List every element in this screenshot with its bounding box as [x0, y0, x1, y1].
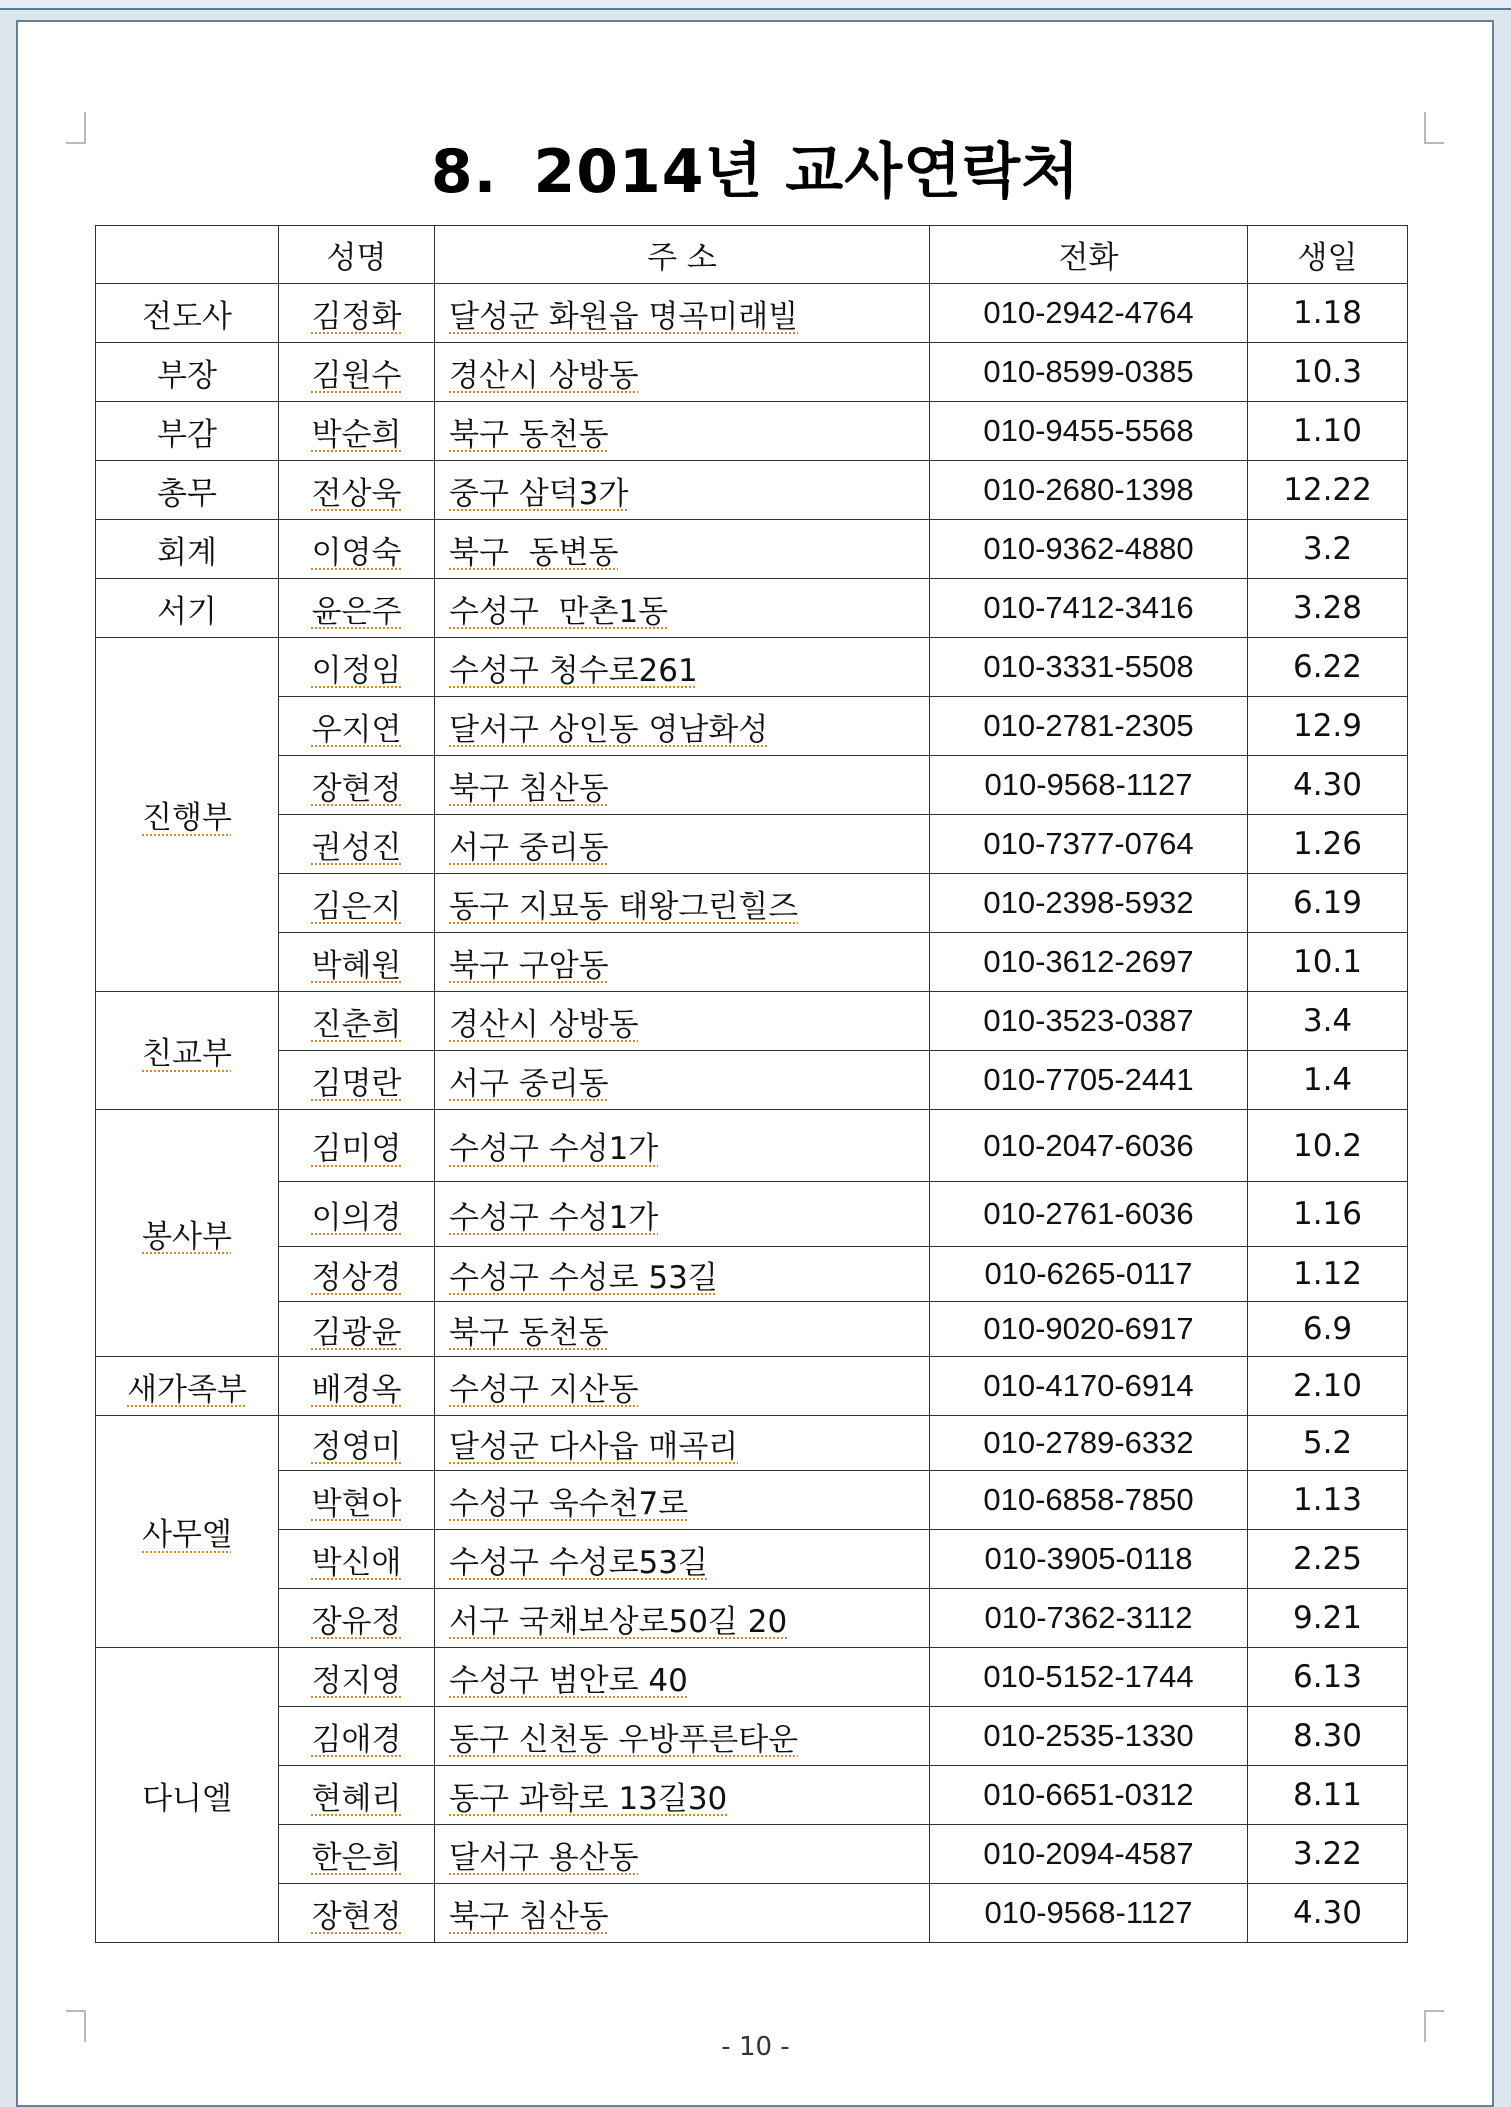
section-number: 8.	[430, 137, 498, 207]
phone-cell: 010-2535-1330	[930, 1707, 1248, 1766]
table-row	[96, 1357, 1408, 1416]
table-row	[96, 756, 1408, 815]
name-cell: 박혜원	[311, 947, 402, 984]
dept-cell: 사무엘	[142, 1517, 232, 1553]
birthday-cell: 12.22	[1248, 461, 1408, 520]
table-row	[96, 1884, 1408, 1943]
phone-cell: 010-8599-0385	[930, 343, 1248, 402]
address-cell: 경산시 상방동	[449, 1006, 639, 1043]
phone-cell: 010-2781-2305	[930, 697, 1248, 756]
birthday-cell: 4.30	[1248, 1884, 1408, 1943]
table-row	[96, 933, 1408, 992]
header-dept	[96, 226, 279, 284]
title-text: 2014년 교사연락처	[533, 137, 1081, 207]
name-cell: 권성진	[311, 829, 402, 866]
phone-cell: 010-6858-7850	[930, 1471, 1248, 1530]
birthday-cell: 4.30	[1248, 756, 1408, 815]
table-row	[96, 1247, 1408, 1302]
address-cell: 수성구 욱수천7로	[449, 1485, 689, 1522]
dept-cell: 총무	[96, 461, 279, 520]
address-cell: 달성군 다사읍 매곡리	[449, 1428, 739, 1465]
phone-cell: 010-7412-3416	[930, 579, 1248, 638]
table-row	[96, 1471, 1408, 1530]
table-row	[96, 284, 1408, 343]
name-cell: 장유정	[311, 1603, 402, 1640]
phone-cell: 010-5152-1744	[930, 1648, 1248, 1707]
table-row	[96, 579, 1408, 638]
address-cell: 서구 중리동	[449, 1065, 609, 1102]
birthday-cell: 2.25	[1248, 1530, 1408, 1589]
phone-cell: 010-6265-0117	[930, 1247, 1248, 1302]
phone-cell: 010-9568-1127	[930, 756, 1248, 815]
page-number: - 10 -	[721, 2032, 790, 2062]
birthday-cell: 6.19	[1248, 874, 1408, 933]
address-cell: 수성구 범안로 40	[449, 1662, 688, 1699]
table-row	[96, 1302, 1408, 1357]
address-cell: 달성군 화원읍 명곡미래빌	[449, 298, 799, 335]
phone-cell: 010-2942-4764	[930, 284, 1248, 343]
name-cell: 전상욱	[311, 475, 402, 512]
page-title	[0, 132, 1511, 212]
phone-cell: 010-2047-6036	[930, 1110, 1248, 1182]
table-row	[96, 874, 1408, 933]
name-cell: 장현정	[311, 770, 402, 807]
phone-cell: 010-7705-2441	[930, 1051, 1248, 1110]
birthday-cell: 1.10	[1248, 402, 1408, 461]
address-cell: 수성구 수성로53길	[449, 1544, 708, 1581]
table-row	[96, 1110, 1408, 1182]
name-cell: 김은지	[311, 888, 402, 925]
address-cell: 경산시 상방동	[449, 357, 639, 394]
address-cell: 달서구 상인동 영남화성	[449, 711, 769, 748]
dept-cell: 부감	[96, 402, 279, 461]
phone-cell: 010-2680-1398	[930, 461, 1248, 520]
birthday-cell: 5.2	[1248, 1416, 1408, 1471]
name-cell: 정영미	[311, 1428, 402, 1465]
birthday-cell: 1.26	[1248, 815, 1408, 874]
name-cell: 박현아	[311, 1485, 402, 1522]
table-row	[96, 402, 1408, 461]
phone-cell: 010-3905-0118	[930, 1530, 1248, 1589]
dept-cell: 봉사부	[142, 1218, 232, 1255]
address-cell: 달서구 용산동	[449, 1839, 639, 1876]
name-cell: 이의경	[311, 1199, 402, 1236]
birthday-cell: 6.22	[1248, 638, 1408, 697]
address-cell: 수성구 지산동	[449, 1371, 639, 1408]
table-row	[96, 992, 1408, 1051]
name-cell: 장현정	[311, 1898, 402, 1935]
dept-cell: 다니엘	[96, 1648, 279, 1943]
address-cell: 북구 동변동	[449, 534, 619, 571]
birthday-cell: 3.22	[1248, 1825, 1408, 1884]
name-cell: 김정화	[311, 298, 402, 335]
dept-cell: 부장	[96, 343, 279, 402]
table-row	[96, 1766, 1408, 1825]
phone-cell: 010-7377-0764	[930, 815, 1248, 874]
name-cell: 박순희	[311, 416, 402, 453]
name-cell: 김광윤	[311, 1314, 402, 1351]
phone-cell: 010-9020-6917	[930, 1302, 1248, 1357]
phone-cell: 010-9362-4880	[930, 520, 1248, 579]
dept-cell: 친교부	[142, 1036, 232, 1072]
contact-table	[95, 225, 1408, 1943]
phone-cell: 010-9455-5568	[930, 402, 1248, 461]
address-cell: 수성구 수성로 53길	[449, 1259, 718, 1296]
table-row	[96, 1707, 1408, 1766]
address-cell: 서구 국채보상로50길 20	[449, 1603, 788, 1640]
table-row	[96, 1825, 1408, 1884]
header-phone: 전화	[930, 226, 1248, 284]
birthday-cell: 12.9	[1248, 697, 1408, 756]
birthday-cell: 10.1	[1248, 933, 1408, 992]
address-cell: 수성구 수성1가	[449, 1199, 659, 1236]
birthday-cell: 1.18	[1248, 284, 1408, 343]
phone-cell: 010-4170-6914	[930, 1357, 1248, 1416]
table-row	[96, 1589, 1408, 1648]
name-cell: 배경옥	[311, 1371, 402, 1408]
name-cell: 박신애	[311, 1544, 402, 1581]
name-cell: 한은희	[311, 1839, 402, 1876]
address-cell: 수성구 청수로261	[449, 652, 698, 689]
phone-cell: 010-2398-5932	[930, 874, 1248, 933]
header-address: 주 소	[435, 226, 930, 284]
phone-cell: 010-3612-2697	[930, 933, 1248, 992]
phone-cell: 010-2789-6332	[930, 1416, 1248, 1471]
table-row	[96, 1051, 1408, 1110]
birthday-cell: 1.4	[1248, 1051, 1408, 1110]
header-birthday: 생일	[1248, 226, 1408, 284]
dept-cell: 전도사	[96, 284, 279, 343]
name-cell: 우지연	[311, 711, 402, 748]
name-cell: 이정임	[311, 652, 402, 689]
birthday-cell: 8.30	[1248, 1707, 1408, 1766]
dept-cell: 서기	[96, 579, 279, 638]
dept-cell: 진행부	[142, 800, 232, 836]
dept-cell: 새가족부	[127, 1371, 247, 1408]
birthday-cell: 6.13	[1248, 1648, 1408, 1707]
name-cell: 김미영	[311, 1131, 402, 1167]
birthday-cell: 3.2	[1248, 520, 1408, 579]
address-cell: 서구 중리동	[449, 829, 609, 866]
birthday-cell: 10.3	[1248, 343, 1408, 402]
table-row	[96, 461, 1408, 520]
dept-cell: 회계	[96, 520, 279, 579]
table-row	[96, 638, 1408, 697]
birthday-cell: 3.28	[1248, 579, 1408, 638]
phone-cell: 010-2761-6036	[930, 1182, 1248, 1247]
birthday-cell: 9.21	[1248, 1589, 1408, 1648]
table-row	[96, 1182, 1408, 1247]
birthday-cell: 6.9	[1248, 1302, 1408, 1357]
address-cell: 동구 과학로 13길30	[449, 1780, 728, 1817]
address-cell: 동구 신천동 우방푸른타운	[449, 1721, 799, 1758]
address-cell: 북구 침산동	[449, 1898, 609, 1935]
address-cell: 수성구 수성1가	[449, 1131, 659, 1167]
address-cell: 북구 침산동	[449, 770, 609, 807]
name-cell: 현혜리	[311, 1780, 402, 1817]
birthday-cell: 1.12	[1248, 1247, 1408, 1302]
phone-cell: 010-9568-1127	[930, 1884, 1248, 1943]
name-cell: 김원수	[311, 357, 402, 394]
table-row	[96, 520, 1408, 579]
address-cell: 북구 동천동	[449, 416, 609, 453]
table-row	[96, 815, 1408, 874]
birthday-cell: 2.10	[1248, 1357, 1408, 1416]
address-cell: 북구 구암동	[449, 947, 609, 984]
address-cell: 북구 동천동	[449, 1314, 609, 1351]
birthday-cell: 10.2	[1248, 1110, 1408, 1182]
table-header-row	[96, 226, 1408, 284]
table-row	[96, 697, 1408, 756]
address-cell: 중구 삼덕3가	[449, 475, 629, 512]
name-cell: 정지영	[311, 1662, 402, 1699]
table-row	[96, 1530, 1408, 1589]
phone-cell: 010-3331-5508	[930, 638, 1248, 697]
name-cell: 김애경	[311, 1721, 402, 1758]
name-cell: 김명란	[311, 1065, 402, 1102]
window-top-strip	[0, 0, 1511, 10]
name-cell: 윤은주	[311, 593, 402, 630]
phone-cell: 010-2094-4587	[930, 1825, 1248, 1884]
phone-cell: 010-6651-0312	[930, 1766, 1248, 1825]
table-row	[96, 1416, 1408, 1471]
birthday-cell: 1.13	[1248, 1471, 1408, 1530]
header-name: 성명	[279, 226, 435, 284]
birthday-cell: 8.11	[1248, 1766, 1408, 1825]
name-cell: 정상경	[311, 1259, 402, 1296]
table-row	[96, 343, 1408, 402]
table-row	[96, 1648, 1408, 1707]
address-cell: 동구 지묘동 태왕그린힐즈	[449, 888, 799, 925]
phone-cell: 010-7362-3112	[930, 1589, 1248, 1648]
birthday-cell: 3.4	[1248, 992, 1408, 1051]
address-cell: 수성구 만촌1동	[449, 593, 669, 630]
phone-cell: 010-3523-0387	[930, 992, 1248, 1051]
birthday-cell: 1.16	[1248, 1182, 1408, 1247]
name-cell: 진춘희	[311, 1006, 402, 1043]
name-cell: 이영숙	[311, 534, 402, 571]
